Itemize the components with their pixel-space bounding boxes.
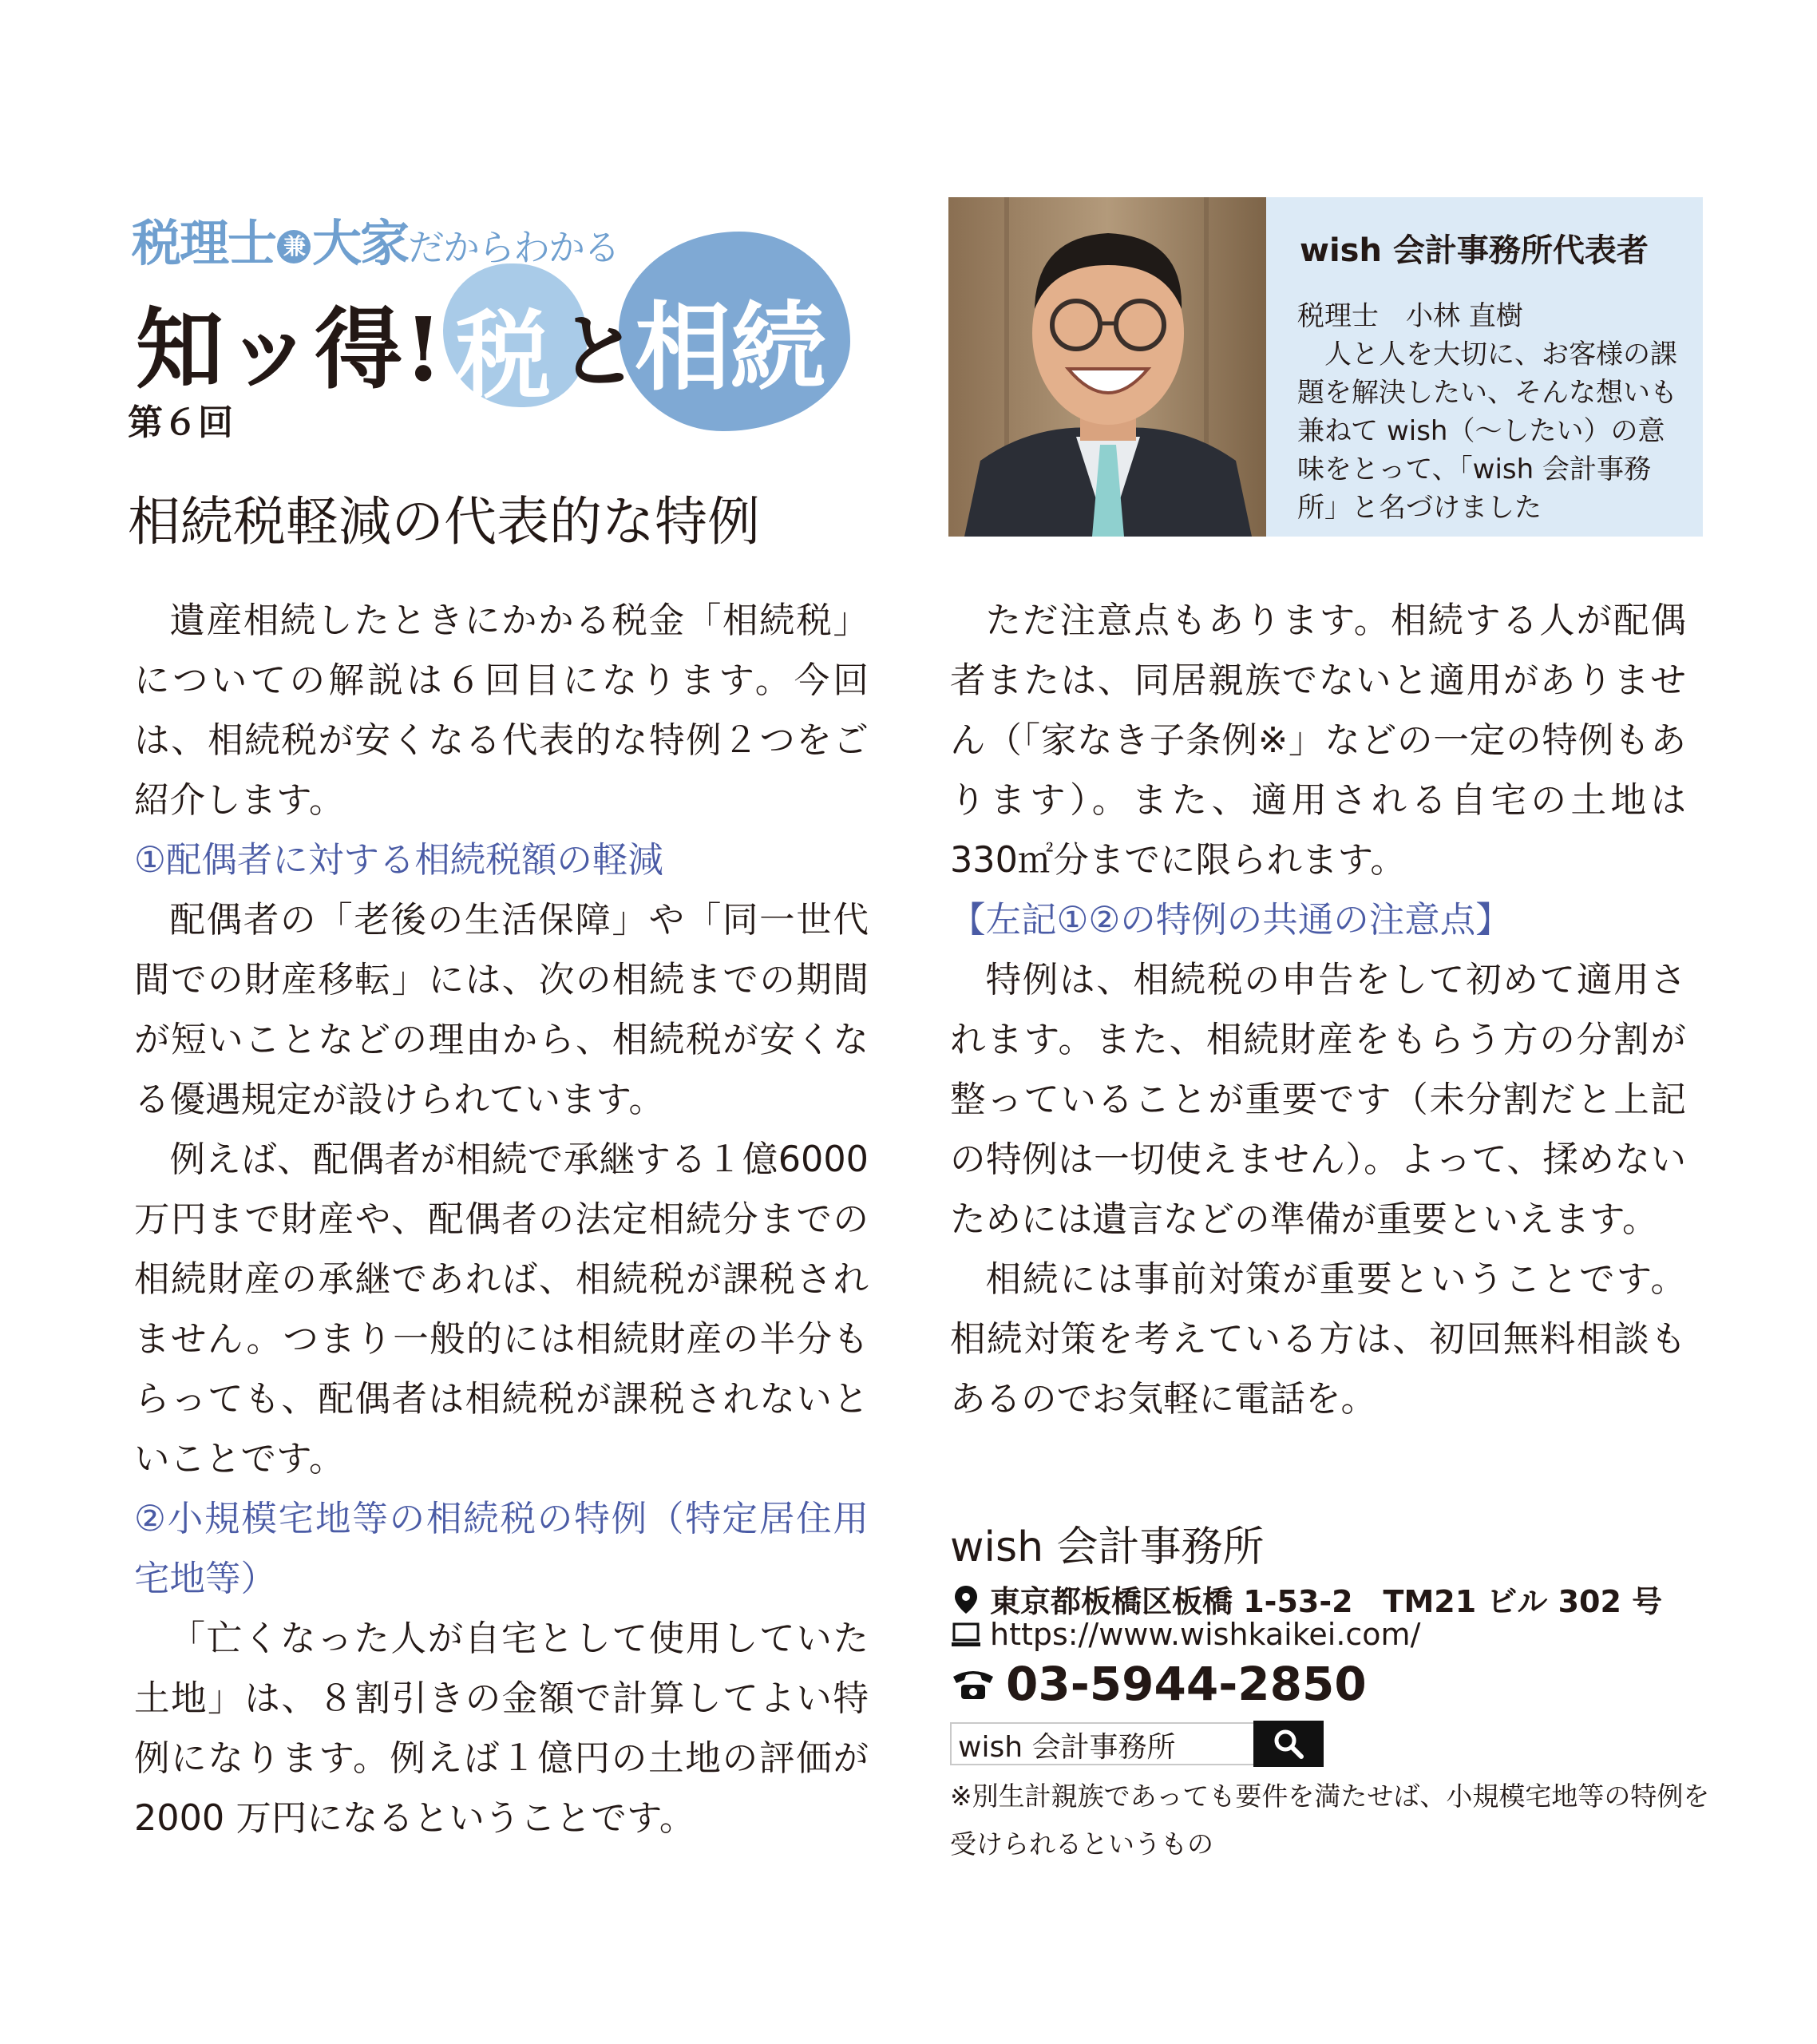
kicker-badge: 兼 [277, 230, 311, 263]
kicker-part-b: 大家 [312, 214, 409, 272]
kicker-part-a: 税理士 [132, 214, 276, 272]
logo-sozoku-text: 相続 [635, 291, 826, 404]
search-icon [1271, 1726, 1306, 1761]
company-url-line[interactable] [950, 1617, 1420, 1652]
logo-zei-text: 税 [455, 299, 551, 412]
company-address-line [950, 1577, 1662, 1621]
search-button[interactable] [1253, 1721, 1324, 1767]
logo-main-text: 知ッ得! [136, 298, 445, 401]
profile-name: 税理士 小林 直樹 [1297, 300, 1523, 332]
left-subheading-1: ①配偶者に対する相続税額の軽減 [134, 840, 663, 881]
right-paragraph-2: 特例は、相続税の申告をして初めて適用されます。また、相続財産をもらう方の分割が整っていることが重要です（未分割だと上記の特例は一切使えません）。よって、揉めないためには遺言などの準備が重要といえます。 [950, 960, 1686, 1240]
profile-text [1297, 297, 1688, 527]
logo-to-text: と [559, 304, 639, 398]
left-paragraph-3: 例えば、配偶者が相続で承継する１億6000 万円まで財産や、配偶者の法定相続分までの相続財産の承継であれば、相続税が課税されません。つまり一般的には相続財産の半分もらっても、配偶者は相続税が課税されないといことです。 [134, 1139, 869, 1480]
right-subheading-1: 【左記①②の特例の共通の注意点】 [950, 900, 1511, 941]
article-right-column [950, 591, 1686, 1429]
phone-icon [950, 1666, 996, 1702]
company-address: 東京都板橋区板橋 1-53-2 TM21 ビル 302 号 [990, 1584, 1663, 1619]
left-paragraph-2: 配偶者の「老後の生活保障」や「同一世代間での財産移転」には、次の相続までの期間が短いことなどの理由から、相続税が安くなる優遇規定が設けられています。 [134, 900, 869, 1120]
left-paragraph-1: 遺産相続したときにかかる税金「相続税」についての解説は６回目になります。今回は、相続税が安くなる代表的な特例２つをご紹介します。 [134, 600, 869, 821]
article-left-column [134, 591, 869, 1848]
company-phone: 03-5944-2850 [1006, 1657, 1367, 1711]
map-pin-icon [950, 1583, 982, 1615]
article-headline: 相続税軽減の代表的な特例 [128, 491, 760, 553]
profile-title: wish 会計事務所代表者 [1300, 232, 1649, 269]
right-paragraph-3: 相続には事前対策が重要ということです。相続対策を考えている方は、初回無料相談もあるのでお気軽に電話を。 [950, 1259, 1686, 1420]
series-kicker [132, 204, 619, 275]
author-photo [948, 197, 1266, 537]
issue-number: 第６回 [128, 402, 233, 443]
computer-icon [950, 1618, 982, 1650]
footnote: ※別生計親族であっても要件を満たせば、小規模宅地等の特例を受けられるというもの [950, 1781, 1710, 1860]
profile-bio: 人と人を大切に、お客様の課題を解決したい、そんな想いも兼ねて wish（〜したい）の意味をとって、「wish 会計事務所」と名づけました [1297, 339, 1677, 524]
right-paragraph-1: ただ注意点もあります。相続する人が配偶者または、同居親族でないと適用がありません（「家なき子条例※」などの一定の特例もあります）。また、適用される自宅の土地は 330㎡分までに限られます。 [950, 600, 1686, 881]
kicker-part-c: だからわかる [408, 226, 620, 269]
left-subheading-2: ②小規模宅地等の相続税の特例（特定居住用宅地等） [134, 1499, 869, 1599]
company-name: wish 会計事務所 [950, 1523, 1265, 1571]
company-url[interactable]: https://www.wishkaikei.com/ [990, 1617, 1421, 1652]
left-paragraph-4: 「亡くなった人が自宅として使用していた土地」は、８割引きの金額で計算してよい特例になります。例えば１億円の土地の評価が 2000 万円になるということです。 [134, 1618, 869, 1839]
company-phone-line [950, 1657, 1367, 1711]
search-input-value: wish 会計事務所 [958, 1731, 1176, 1764]
